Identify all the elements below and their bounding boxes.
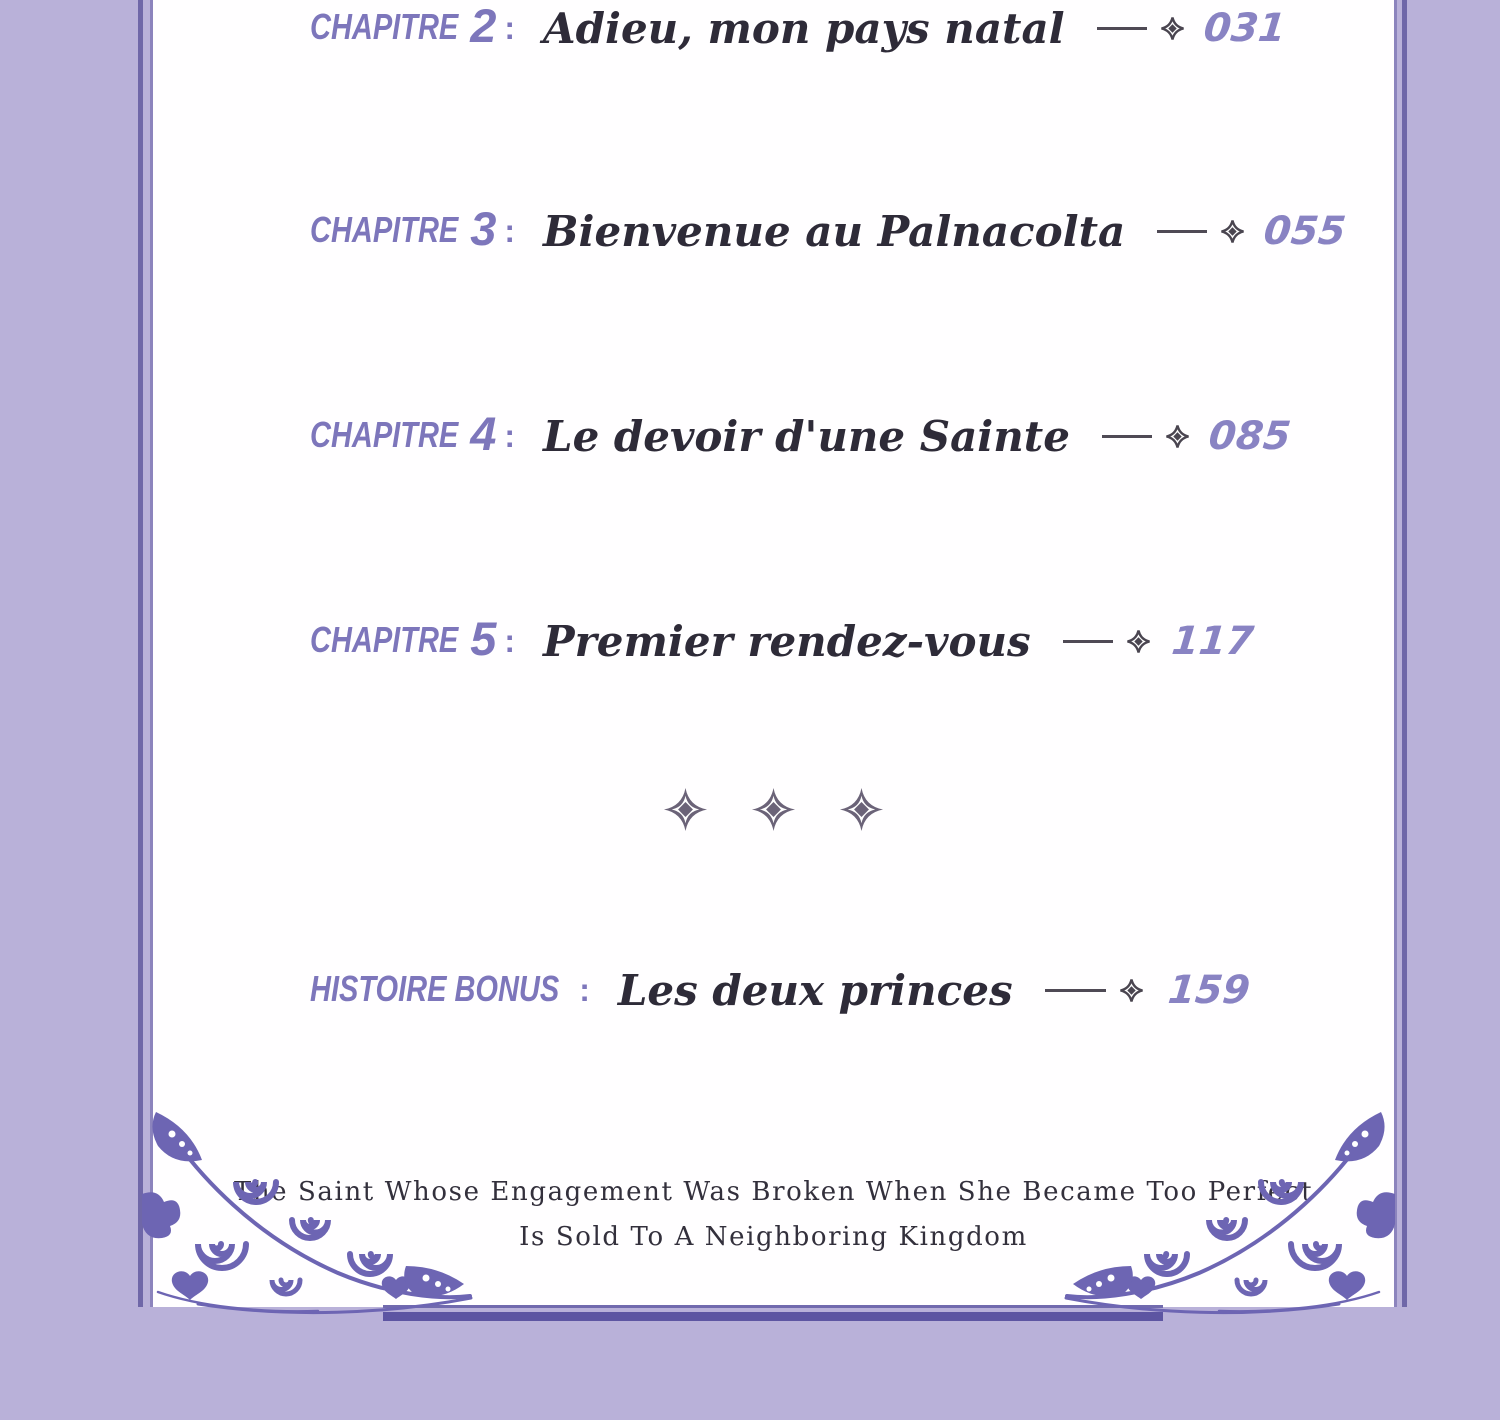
- chapter-label: [310, 201, 516, 255]
- right-border-outer-line: [1402, 0, 1407, 1307]
- chapter-title: Bienvenue au Palnacolta: [543, 206, 1126, 256]
- ornament-diamond-icon: [838, 786, 885, 833]
- chapter-colon: :: [504, 417, 516, 454]
- page-number: 031: [1201, 5, 1288, 51]
- diamond-bullet-icon: [1125, 628, 1152, 655]
- toc-entry-chapter-4: [310, 401, 1293, 471]
- toc-entry-chapter-2: [310, 0, 1288, 63]
- leader-line: [1157, 230, 1207, 233]
- chapter-label-text: HISTOIRE BONUS: [310, 969, 560, 1010]
- corner-flourish-right-icon: [1064, 1108, 1399, 1316]
- diamond-bullet-icon: [1159, 15, 1186, 42]
- chapter-colon: :: [504, 9, 516, 46]
- chapter-label-text: CHAPITRE: [310, 620, 459, 661]
- chapter-title: Les deux princes: [617, 965, 1013, 1015]
- chapter-number: 2: [470, 0, 497, 52]
- chapter-label: [310, 969, 590, 1010]
- chapter-colon: :: [504, 622, 516, 659]
- diamond-bullet-icon: [1118, 977, 1145, 1004]
- chapter-label-text: CHAPITRE: [310, 210, 459, 251]
- ornament-diamond-icon: [750, 786, 797, 833]
- chapter-colon: :: [579, 971, 590, 1008]
- chapter-number: 4: [470, 406, 497, 460]
- page-number: 159: [1165, 967, 1253, 1013]
- series-title-line2: Is Sold To A Neighboring Kingdom: [519, 1222, 1028, 1252]
- chapter-number: 5: [470, 611, 497, 665]
- ornament-diamond-icon: [662, 786, 709, 833]
- chapter-label: [310, 611, 516, 665]
- leader-line: [1063, 640, 1113, 643]
- chapter-title: Le devoir d'une Sainte: [543, 411, 1070, 461]
- leader-line: [1102, 435, 1152, 438]
- chapter-label: [310, 0, 516, 52]
- chapter-title: Adieu, mon pays natal: [543, 3, 1065, 53]
- leader-line: [1045, 989, 1106, 992]
- ornament-divider: [153, 785, 1394, 833]
- toc-entry-chapter-3: [310, 196, 1348, 266]
- leader-line: [1097, 27, 1147, 30]
- bottom-rule-thick: [383, 1312, 1163, 1321]
- chapter-colon: :: [504, 212, 516, 249]
- page-number: 117: [1169, 618, 1256, 664]
- diamond-bullet-icon: [1219, 218, 1246, 245]
- page-number: 085: [1206, 413, 1293, 459]
- series-title-line1: The Saint Whose Engagement Was Broken When She Became Too Perfect: [233, 1177, 1314, 1207]
- page-number: 055: [1261, 208, 1348, 254]
- chapter-label: [310, 406, 516, 460]
- bottom-rule-thin: [383, 1305, 1163, 1308]
- toc-entry-bonus: [310, 955, 1255, 1025]
- corner-flourish-left-icon: [138, 1108, 473, 1316]
- chapter-label-text: CHAPITRE: [310, 7, 459, 48]
- toc-entry-chapter-5: [310, 606, 1255, 676]
- chapter-title: Premier rendez-vous: [543, 616, 1031, 666]
- chapter-number: 3: [470, 201, 497, 255]
- diamond-bullet-icon: [1164, 423, 1191, 450]
- chapter-label-text: CHAPITRE: [310, 415, 459, 456]
